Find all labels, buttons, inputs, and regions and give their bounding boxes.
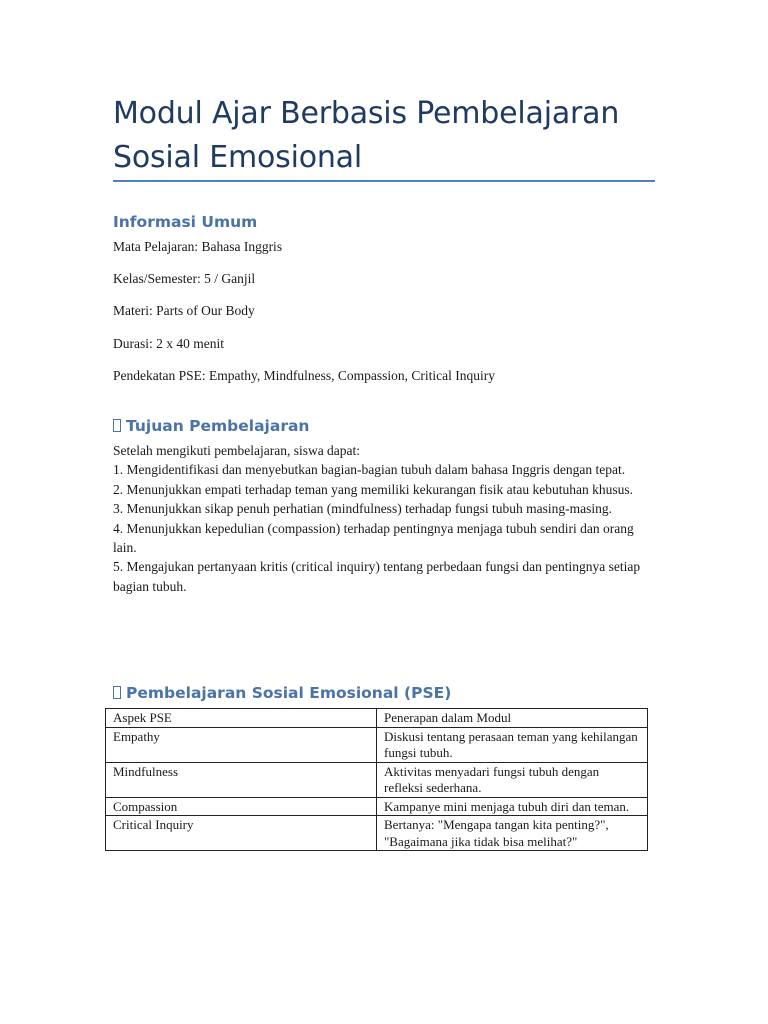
missing-glyph-icon	[113, 419, 121, 432]
table-row	[106, 762, 648, 797]
info-kelas-semester: Kelas/Semester: 5 / Ganjil	[113, 271, 256, 286]
tujuan-item-4: 4. Menunjukkan kepedulian (compassion) terhadap pentingnya menjaga tubuh sendiri dan orang lain.	[113, 520, 634, 556]
heading-tujuan-label: Tujuan Pembelajaran	[126, 417, 310, 435]
document-title	[113, 92, 655, 180]
info-durasi: Durasi: 2 x 40 menit	[113, 336, 224, 351]
table-header-penerapan: Penerapan dalam Modul	[377, 709, 648, 728]
table-row	[106, 816, 648, 851]
table-cell-penerapan: Diskusi tentang perasaan teman yang kehilangan fungsi tubuh.	[377, 727, 648, 762]
table-header-row	[106, 709, 648, 728]
pse-table	[105, 708, 648, 851]
heading-pse	[113, 684, 451, 702]
tujuan-item-1: 1. Mengidentifikasi dan menyebutkan bagian-bagian tubuh dalam bahasa Inggris dengan tepat.	[113, 462, 626, 478]
heading-tujuan-pembelajaran	[113, 417, 309, 435]
tujuan-item-2: 2. Menunjukkan empati terhadap teman yang memiliki kekurangan fisik atau kebutuhan khusus.	[113, 481, 633, 497]
heading-informasi-umum: Informasi Umum	[113, 213, 258, 231]
table-cell-penerapan: Bertanya: "Mengapa tangan kita penting?", "Bagaimana jika tidak bisa melihat?"	[377, 816, 648, 851]
tujuan-item-5: 5. Mengajukan pertanyaan kritis (critical inquiry) tentang perbedaan fungsi dan pentingnya setiap bagian tubuh.	[113, 559, 641, 594]
table-cell-aspek: Empathy	[106, 727, 377, 762]
table-cell-penerapan: Aktivitas menyadari fungsi tubuh dengan refleksi sederhana.	[377, 762, 648, 797]
tujuan-item-3: 3. Menunjukkan sikap penuh perhatian (mindfulness) terhadap fungsi tubuh masing-masing.	[113, 501, 613, 517]
table-row	[106, 727, 648, 762]
table-cell-penerapan: Kampanye mini menjaga tubuh diri dan teman.	[377, 797, 648, 816]
info-materi: Materi: Parts of Our Body	[113, 303, 255, 318]
title-line-1: Modul Ajar Berbasis Pembelajaran	[113, 96, 620, 131]
tujuan-intro: Setelah mengikuti pembelajaran, siswa dapat:	[113, 443, 361, 458]
table-row	[106, 797, 648, 816]
tujuan-list	[113, 441, 653, 596]
table-header-aspek: Aspek PSE	[106, 709, 377, 728]
table-cell-aspek: Compassion	[106, 797, 377, 816]
heading-pse-label: Pembelajaran Sosial Emosional (PSE)	[126, 684, 452, 702]
table-cell-aspek: Critical Inquiry	[106, 816, 377, 851]
title-line-2: Sosial Emosional	[113, 140, 363, 175]
title-underline	[113, 180, 655, 182]
table-cell-aspek: Mindfulness	[106, 762, 377, 797]
missing-glyph-icon	[113, 686, 121, 699]
info-mata-pelajaran: Mata Pelajaran: Bahasa Inggris	[113, 239, 283, 254]
info-pendekatan-pse: Pendekatan PSE: Empathy, Mindfulness, Compassion, Critical Inquiry	[113, 368, 495, 383]
